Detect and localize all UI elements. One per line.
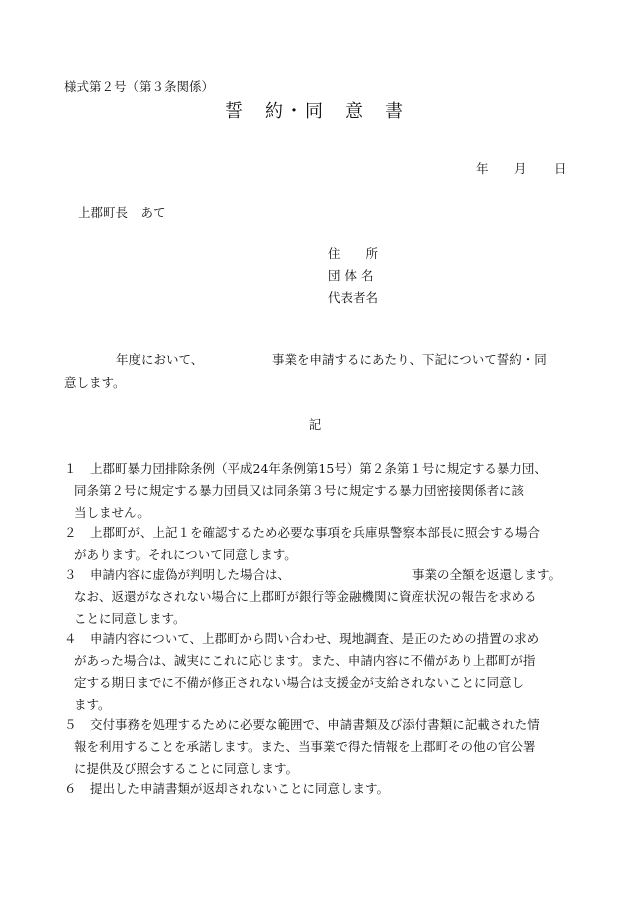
item-line: 上郡町が、上記１を確認するため必要な事項を兵庫県警察本部長に照会する場合 (90, 525, 541, 540)
item-line: があります。それについて同意します。 (74, 547, 297, 562)
item-line: 交付事務を処理するために必要な範囲で、申請書類及び添付書類に記載された情 (90, 717, 540, 732)
intro-continuation: 意します。 (64, 375, 126, 390)
date-day: 日 (554, 161, 567, 176)
intro-year-text: 年度において、 (116, 352, 204, 367)
item-line: 報を利用することを承諾します。また、当事業で得た情報を上郡町その他の官公署 (74, 739, 536, 754)
intro-request-text: 事業を申請するにあたり、下記について誓約・同 (272, 352, 547, 367)
item-line: 当しません。 (74, 505, 150, 520)
item-2 (64, 522, 574, 566)
item-line: ます。 (74, 697, 111, 712)
item-number: ６ (64, 781, 77, 796)
item-number: ３ (64, 567, 77, 582)
signature-rep-label: 代表者名 (328, 290, 379, 305)
document-title: 誓 約・同 意 書 (225, 101, 405, 122)
item-line: 定する期日までに不備が修正されない場合は支援金が支給されないことに同意し (74, 675, 525, 690)
item-line: 提出した申請書類が返却されないことに同意します。 (90, 781, 390, 796)
item-line: 同条第２号に規定する暴力団員又は同条第３号に規定する暴力団密接関係者に該 (74, 483, 525, 498)
item-3-tail: 事業の全額を返還します。 (412, 567, 562, 582)
item-1 (64, 458, 574, 524)
form-number: 様式第２号（第３条関係） (64, 79, 215, 94)
item-line: があった場合は、誠実にこれに応じます。また、申請内容に不備があり上郡町が指 (74, 653, 536, 668)
ki-heading: 記 (308, 417, 322, 432)
item-3 (64, 564, 574, 630)
date-year: 年 (476, 161, 489, 176)
item-number: ５ (64, 717, 77, 732)
item-4 (64, 628, 574, 716)
item-6 (64, 778, 574, 800)
item-line: 申請内容に虚偽が判明した場合は、 (90, 567, 291, 582)
item-line: なお、返還がなされない場合に上郡町が銀行等金融機関に資産状況の報告を求める (74, 589, 537, 604)
item-number: ４ (64, 631, 77, 646)
signature-address-label: 住 所 (328, 246, 379, 261)
item-5 (64, 714, 574, 780)
item-line: ことに同意します。 (74, 611, 186, 626)
addressee: 上郡町長 あて (78, 205, 166, 220)
item-line: に提供及び照会することに同意します。 (74, 761, 299, 776)
item-line: 申請内容について、上郡町から問い合わせ、現地調査、是正のための措置の求め (90, 631, 540, 646)
item-line: 上郡町暴力団排除条例（平成24年条例第15号）第２条第１号に規定する暴力団、 (90, 461, 547, 476)
signature-org-label: 団 体 名 (328, 268, 374, 283)
date-month: 月 (514, 161, 527, 176)
item-number: １ (64, 461, 77, 476)
item-number: ２ (64, 525, 77, 540)
